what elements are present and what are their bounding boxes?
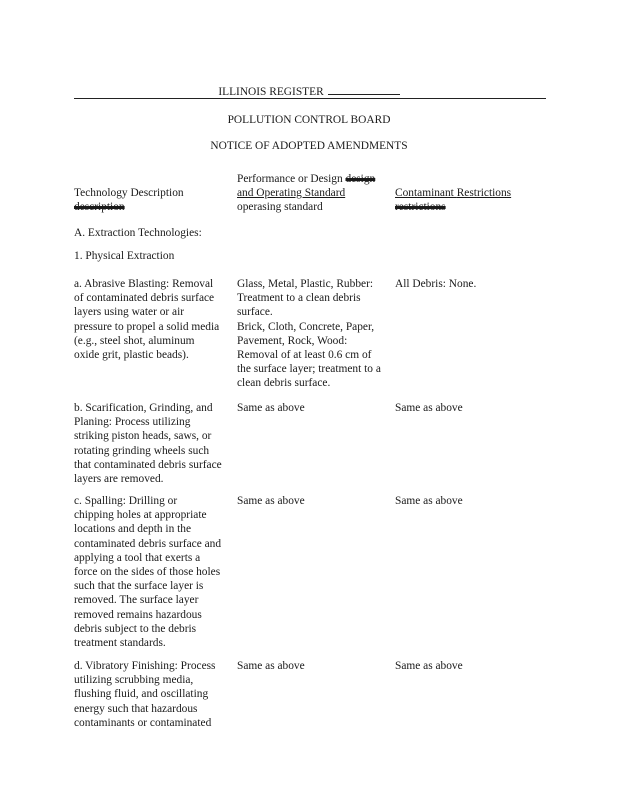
col-performance-header xyxy=(237,172,392,215)
col-performance-line1 xyxy=(237,172,392,186)
register-title-text: ILLINOIS REGISTER xyxy=(218,86,324,98)
row-b-cont-line: Same as above xyxy=(395,402,463,414)
row-c-tech-line: locations and depth in the xyxy=(74,523,192,536)
row-a-tech-line: (e.g., steel shot, aluminum xyxy=(74,334,195,347)
col-technology-struck: description xyxy=(74,201,125,214)
notice-title: NOTICE OF ADOPTED AMENDMENTS xyxy=(210,140,408,152)
row-c-tech-line: treatment standards. xyxy=(74,637,166,650)
row-c-tech-line: c. Spalling: Drilling or xyxy=(74,495,178,507)
row-b-contaminant xyxy=(395,401,545,415)
row-a-perf-line: Brick, Cloth, Concrete, Paper, xyxy=(237,320,375,333)
row-c-tech-line: chipping holes at appropriate xyxy=(74,509,207,522)
row-a-tech-line: of contaminated debris surface xyxy=(74,292,215,305)
row-c-contaminant xyxy=(395,494,545,508)
col-contaminant-line1 xyxy=(395,186,545,200)
row-a-performance xyxy=(237,277,392,391)
row-a-technology xyxy=(74,277,234,362)
row-a-perf-line: the surface layer; treatment to a xyxy=(237,363,381,376)
row-a-tech-line: a. Abrasive Blasting: Removal xyxy=(74,278,214,290)
board-title: POLLUTION CONTROL BOARD xyxy=(227,114,391,126)
row-b-tech-line: layers are removed. xyxy=(74,473,164,486)
row-c-tech-line: contaminated debris surface and xyxy=(74,537,222,550)
col-performance-struck-line: operasing standard xyxy=(237,201,323,214)
col-contaminant-header xyxy=(395,186,545,214)
row-a-perf-line: Removal of at least 0.6 cm of xyxy=(237,349,372,362)
col-performance-added: and Operating Standard xyxy=(237,187,346,200)
row-d-perf-line: Same as above xyxy=(237,660,305,672)
row-b-technology xyxy=(74,401,234,486)
row-b-tech-line: that contaminated debris surface xyxy=(74,458,222,471)
row-c-tech-line: removed remains hazardous xyxy=(74,608,202,621)
row-d-technology xyxy=(74,659,234,730)
col-contaminant-struck: restrictions xyxy=(395,201,446,214)
row-a-tech-line: pressure to propel a solid media xyxy=(74,320,220,333)
row-d-contaminant xyxy=(395,659,545,673)
row-c-perf-line: Same as above xyxy=(237,495,305,507)
row-c-technology xyxy=(74,494,234,650)
row-c-tech-line: such that the surface layer is xyxy=(74,580,204,593)
section-1-heading: 1. Physical Extraction xyxy=(74,250,175,262)
row-a-perf-line: Pavement, Rock, Wood: xyxy=(237,334,348,347)
row-b-tech-line: Planing: Process utilizing xyxy=(74,416,191,429)
row-b-perf-line: Same as above xyxy=(237,402,305,414)
row-b-tech-line: rotating grinding wheels such xyxy=(74,444,210,457)
row-d-tech-line: contaminants or contaminated xyxy=(74,716,212,729)
row-d-performance xyxy=(237,659,392,673)
row-c-tech-line: debris subject to the debris xyxy=(74,622,197,635)
register-title xyxy=(0,84,618,99)
row-c-tech-line: applying a tool that exerts a xyxy=(74,551,201,564)
col-technology-label: Technology Description xyxy=(74,187,184,199)
header-rule xyxy=(74,98,546,99)
row-a-tech-line: oxide grit, plastic beads). xyxy=(74,349,189,362)
row-d-tech-line: d. Vibratory Finishing: Process xyxy=(74,660,216,672)
row-d-cont-line: Same as above xyxy=(395,660,463,672)
col-performance-label: Performance or Design xyxy=(237,173,346,185)
row-a-perf-line: Glass, Metal, Plastic, Rubber: xyxy=(237,278,374,290)
section-a-heading: A. Extraction Technologies: xyxy=(74,227,202,239)
row-d-tech-line: energy such that hazardous xyxy=(74,702,198,715)
row-d-tech-line: utilizing scrubbing media, xyxy=(74,674,194,687)
row-a-perf-line: clean debris surface. xyxy=(237,377,331,390)
col-contaminant-label: Contaminant xyxy=(395,187,457,199)
row-a-cont-line: All Debris: None. xyxy=(395,278,477,290)
row-c-cont-line: Same as above xyxy=(395,495,463,507)
row-b-tech-line: b. Scarification, Grinding, and xyxy=(74,402,213,414)
row-b-performance xyxy=(237,401,392,415)
row-c-tech-line: removed. The surface layer xyxy=(74,594,199,607)
row-b-tech-line: striking piston heads, saws, or xyxy=(74,430,212,443)
col-contaminant-added: Restrictions xyxy=(456,187,512,199)
register-blank-line xyxy=(328,84,400,95)
row-c-tech-line: force on the sides of those holes xyxy=(74,566,221,579)
row-a-contaminant xyxy=(395,277,545,291)
row-a-tech-line: layers using water or air xyxy=(74,306,185,319)
row-a-perf-line: surface. xyxy=(237,306,273,319)
col-technology-header xyxy=(74,186,234,214)
row-a-perf-line: Treatment to a clean debris xyxy=(237,292,361,305)
col-performance-struck-word: design xyxy=(345,173,376,185)
row-c-performance xyxy=(237,494,392,508)
row-d-tech-line: flushing fluid, and oscillating xyxy=(74,688,209,701)
